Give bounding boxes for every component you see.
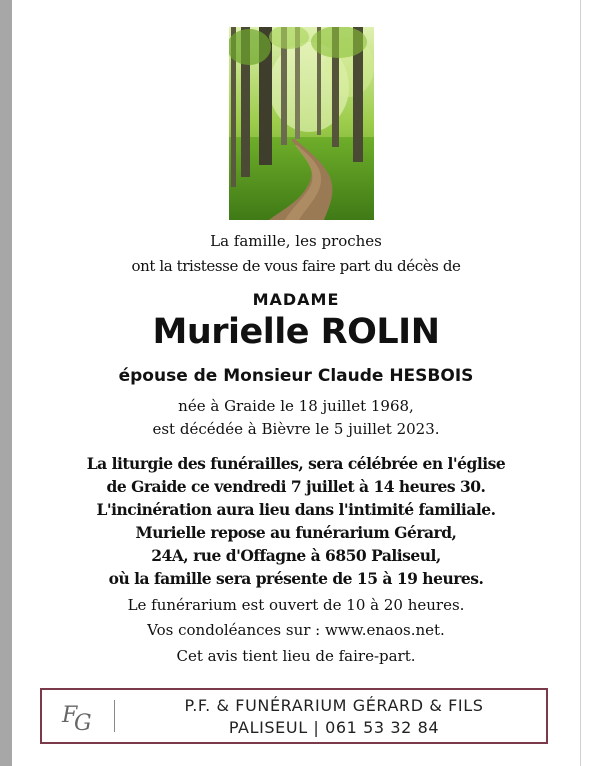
deceased-name: Murielle ROLIN — [152, 312, 440, 352]
ceremony-line-4: Murielle repose au funérarium Gérard, — [135, 523, 457, 542]
intro-line-1: La famille, les proches — [210, 232, 382, 250]
banner-divider — [114, 700, 115, 732]
spouse-line: épouse de Monsieur Claude HESBOIS — [118, 366, 474, 386]
ceremony-line-1: La liturgie des funérailles, sera célébrée en l'église — [86, 454, 506, 473]
ceremony-line-6: où la famille sera présente de 15 à 19 heures. — [108, 569, 484, 588]
ceremony-line-3: L'incinération aura lieu dans l'intimité familiale. — [96, 500, 496, 519]
death-line: est décédée à Bièvre le 5 juillet 2023. — [152, 420, 440, 438]
hours-line: Le funérarium est ouvert de 10 à 20 heures. — [127, 596, 465, 614]
notice-line: Cet avis tient lieu de faire-part. — [176, 647, 416, 665]
svg-text:G: G — [74, 711, 92, 736]
funeral-home-contact: PALISEUL | 061 53 32 84 — [228, 718, 440, 737]
svg-text:F: F — [62, 703, 78, 728]
birth-line: née à Graide le 18 juillet 1968, — [178, 397, 414, 415]
right-edge-rule — [580, 0, 581, 766]
honorific-title: MADAME — [252, 290, 340, 309]
funeral-home-banner — [40, 688, 548, 744]
ceremony-line-5: 24A, rue d'Offagne à 6850 Paliseul, — [151, 546, 441, 565]
forest-path-photo — [229, 27, 374, 220]
ceremony-line-2: de Graide ce vendredi 7 juillet à 14 heures 30. — [106, 477, 486, 496]
funeral-home-name: P.F. & FUNÉRARIUM GÉRARD & FILS — [184, 696, 484, 715]
condolences-line: Vos condoléances sur : www.enaos.net. — [147, 621, 445, 639]
funeral-home-logo — [58, 696, 98, 736]
left-margin-bar — [0, 0, 12, 766]
intro-line-2: ont la tristesse de vous faire part du décès de — [131, 257, 461, 275]
